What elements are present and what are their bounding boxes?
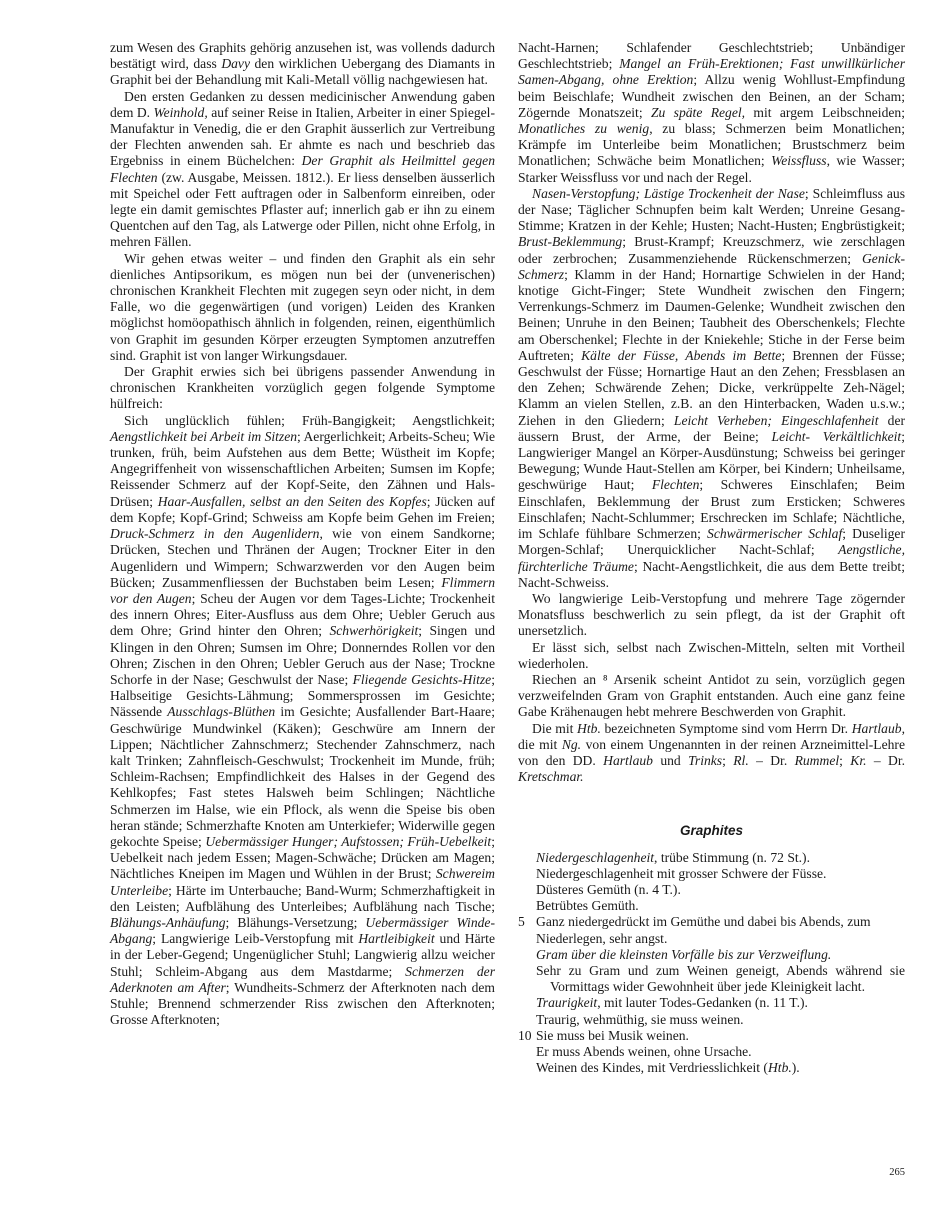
text: ; Härte im Unterbauche; Band-Wurm; Schmerzhaftigkeit in den Leisten; Aufblähung des Unterleibes; Aufblähung nach Tische; (110, 882, 495, 914)
section-title: Graphites (679, 823, 744, 839)
left-column (110, 40, 495, 1028)
italic-text: Ng. (561, 736, 582, 752)
text: und (652, 752, 689, 768)
paragraph: Riechen an ⁸ Arsenik scheint Antidot zu sein, vorzüglich gegen verzweifelnden Gram von Graphit entstanden. Auch eine ganz feine Gabe Krähenaugen hebt mehrere Beschwerden von Graphit. (518, 671, 905, 720)
text: von einem Ungenannten in der reinen Arzneimittel-Lehre von den DD. (518, 736, 905, 768)
text: ; Brust-Krampf; Kreuzschmerz, wie zerschlagen oder zerbrochen; Zusammenziehende Rückenschmerzen; (518, 234, 905, 266)
text: Er muss Abends weinen, ohne Ursache. (536, 1043, 752, 1059)
text: ; Langwierige Leib-Verstopfung mit (152, 931, 359, 947)
line-number: 10 (518, 1027, 532, 1043)
paragraph: Wo langwierige Leib-Verstopfung und mehrere Tage zögernder Monatsfluss beschwerlich zu sein pflegt, da ist der Graphit oft unersetzlich. (518, 590, 905, 639)
italic-text: Kretschmar. (518, 769, 584, 785)
text: Die mit (532, 720, 578, 736)
text: ; Klamm in der Hand; Hornartige Schwielen in der Hand; knotige Gicht-Finger; Stete Wundheit zwischen den Fingern; Verrenkungs-Schmerz im Daumen-Gelenke; Wundheit zwischen den Beinen; Unruhe in den Beinen; Taubheit des Oberschenkels; Flechte am Oberschenkel; Flechte in der Kniekehle; Stiche in der Ferse beim Auftreten; (518, 266, 905, 363)
text: ; Uebelkeit nach jedem Essen; Magen-Schwäche; Drücken am Magen; Nächtliches Kneipen im Magen und Wühlen in der Brust; (110, 833, 495, 882)
italic-text: Uebermässiger Winde-Abgang (110, 914, 495, 947)
text: , zu blass; Schmerzen beim Monatlichen; Krämpfe im Unterleibe beim Monatlichen; Brustschmerz beim Monatlichen; Schwäche beim Monatlichen; (518, 121, 905, 169)
text: ; (722, 752, 734, 768)
text: Sie muss bei Musik weinen. (536, 1027, 689, 1043)
symptom-paragraph (110, 413, 495, 1029)
text: ; Schweres Einschlafen; Beim Einschlafen, Beklemmung der Brust zum Ersticken; Schweres Einschlafen; Nacht-Schlummer; Erschrecken im Schlafe; Nächtliche, im Schlafe fühlbare Schmerzen; (518, 477, 905, 542)
italic-text: Aengstliche, fürchterliche Träume (518, 542, 905, 574)
paragraph: Der Graphit erwies sich bei übrigens passender Anwendung in chronischen Krankheiten vorzüglich gegen folgende Symptome hülfreich: (110, 364, 495, 412)
source-note-paragraph (518, 721, 905, 786)
italic-text: Trinks (688, 752, 723, 768)
text: ; Singen und Klingen in den Ohren; Sumsen im Ohre; Donnerndes Rollen vor den Ohren; Zischen in den Ohren; Uebler Geruch aus der Nase; Trockne Schorfe in der Nase; Geschwulst der Nase; (110, 623, 495, 687)
text: im Gesichte; Ausfallender Bart-Haare; Geschwürige Mundwinkel (Käken); Geschwüre am Innern der Lippen; Nächtlicher Zahnschmerz; Stechender Zahnschmerz, nach kalt Trinken; Zahnfleisch-Geschwulst; Trockenheit im Munde, früh; Schleim-Rachsen; Empfindlichkeit des Halses in der Gegend des Kehlkopfes; Fast stetes Halsweh beim Schlingen; Nächtliche Schmerzen im Halse, wie ein Pflock, als wenn die Speise bis oben heran stände; Schmerzhafte Knoten am Unterkiefer; Widerwille gegen gekochte Speise; (110, 704, 495, 849)
text: mit argem Leibschneiden; (745, 104, 905, 120)
text: ; Langwieriger Mangel an Körper-Ausdünstung; Schweiss bei geringer Bewegung; Wunde Haut-Stellen am Körper, bei Kindern; Unheilsame, geschwürige Haut; (518, 428, 905, 493)
symptom-entry (518, 963, 905, 995)
text: – Dr. (748, 752, 795, 768)
italic-text: Niedergeschlagenheit (536, 849, 655, 865)
text: , trübe Stimmung (n. 72 St.). (654, 849, 810, 865)
text: ). (791, 1060, 800, 1076)
italic-text: Kr. (850, 752, 867, 768)
italic-text: Htb. (577, 720, 601, 736)
text: ; Blähungs-Versetzung; (225, 914, 366, 930)
italic-text: Genick-Schmerz (518, 250, 905, 282)
text: ; Allzu wenig Wohllust-Empfindung beim Beischlafe; Wundheit zwischen den Beinen, an der Scham; Zögernde Monatszeit; (518, 72, 906, 120)
italic-text: Blähungs-Anhäufung (110, 914, 226, 930)
symptom-entry (518, 850, 905, 866)
line-number: 5 (518, 914, 525, 930)
text: ; Duseliger Morgen-Schlaf; Unerquicklicher Nacht-Schlaf; (518, 526, 905, 558)
text: Sehr zu Gram und zum Weinen geneigt, Abends während sie Vormittags wider Gewohnheit über jede Kleinigkeit lacht. (536, 962, 905, 995)
symptom-entry (518, 995, 905, 1011)
paragraph: Er lässt sich, selbst nach Zwischen-Mitteln, selten mit Vortheil wiederholen. (518, 639, 905, 671)
symptom-entry (518, 1044, 905, 1060)
text: , mit lauter Todes-Gedanken (n. 11 T.). (597, 995, 808, 1011)
paragraph: zum Wesen des Graphits gehörig anzusehen ist, was vollends dadurch bestätigt wird, dass Davy den wirklichen Uebergang des Diamants in Graphit bei der Behandlung mit Kali-Metall völlig nachgewiesen hat. (110, 40, 495, 88)
text: Nacht-Harnen; Schlafender Geschlechtstrieb; Unbändiger Geschlechtstrieb; (518, 40, 905, 72)
italic-text: Leicht Verheben; Eingeschlafenheit (673, 412, 879, 428)
italic-text: Weissfluss (771, 153, 827, 169)
italic-text: Brust-Beklemmung (518, 234, 623, 250)
italic-text: Gram über die kleinsten Vorfälle bis zur Verzweiflung. (536, 946, 832, 962)
italic-text: Traurigkeit (536, 995, 598, 1011)
text: Niedergeschlagenheit mit grosser Schwere der Füsse. (536, 865, 827, 881)
italic-text: Haar-Ausfallen, selbst an den Seiten des Kopfes (157, 493, 427, 509)
italic-text: Hartlaub (603, 752, 653, 768)
paragraph: Wir gehen etwas weiter – und finden den Graphit als ein sehr dienliches Antipsorikum, es mögen nun bei der (unvenerischen) chronischen Krankheit Flechten mit zugegen seyn oder nicht, in dem Falle, wo die gegenwärtigen (und vorigen) Leiden des Kranken möglichst homöopathisch ähnlich in folgenden, reinen, eigenthümlich von Graphit im gesunden Körper erzeugten Symptomen anzutreffen sind. Graphit ist von langer Wirkungsdauer. (110, 250, 495, 363)
text: ; Wundheits-Schmerz der Afterknoten nach dem Stuhle; Brennend schmerzender Riss zwischen den Afterknoten; Grosse Afterknoten; (110, 979, 495, 1028)
symptom-entry (518, 1012, 905, 1028)
paragraph: Den ersten Gedanken zu dessen medicinischer Anwendung gaben dem D. Weinhold, auf seiner Reise in Italien, Arbeiter in einer Spiegel-Manufaktur in Venedig, die er den Graphit äusserlich zur Vertreibung der Flechten anwenden sah. Er ahmte es nach und beschrieb das Ergebniss in einem Büchelchen: Der Graphit als Heilmittel gegen Flechten (zw. Ausgabe, Meissen. 1812.). Er liess denselben äusserlich mit Speichel oder Fett auftragen oder in Salbenform einreiben, oder legte ein damit gemischtes Pflaster auf; innerlich gab er ihn zu einem Quentchen auf den Tag, als Latwerge oder Pillen, nicht ohne Erfolg, in mehren Fällen. (110, 88, 495, 250)
text: ; Nacht-Aengstlichkeit, die aus dem Bette treibt; Nacht-Schweiss. (518, 558, 905, 590)
italic-text: Schmerzen der Aderknoten am After (110, 963, 495, 995)
symptom-entry (518, 882, 905, 898)
text: , wie von einem Sandkorne; Drücken, Stechen und Thränen der Augen; Trockner Eiter in den Augenlidern und Wimpern; Schwarzwerden vor den Augen beim Bücken; Zusammenfliessen der Buchstaben beim Lesen; (110, 526, 496, 590)
italic-text: Htb. (767, 1060, 792, 1076)
symptom-paragraph (518, 40, 905, 186)
text: Düsteres Gemüth (n. 4 T.). (536, 881, 681, 897)
italic-text: Schwereim Unterleibe (110, 866, 495, 898)
italic-text: Druck-Schmerz in den Augenlidern (110, 526, 320, 542)
italic-text: Aengstlichkeit bei Arbeit im Sitzen (110, 428, 298, 444)
text: Sich unglücklich fühlen; Früh-Bangigkeit; Aengstlichkeit; (124, 412, 495, 428)
italic-text: Zu späte Regel, (650, 104, 746, 120)
italic-text: Flimmern vor den Augen (110, 574, 495, 606)
italic-text: Fliegende Gesichts-Hitze (352, 671, 492, 687)
italic-text: Mangel an Früh-Erektionen; Fast unwillkürlicher Samen-Abgang, ohne Erektion (518, 56, 906, 88)
text: – Dr. (866, 752, 906, 768)
text: Traurig, wehmüthig, sie muss weinen. (536, 1011, 744, 1027)
italic-text: Schwärmerischer Schlaf (707, 526, 843, 542)
symptom-entry (518, 1028, 905, 1044)
italic-text: Kälte der Füsse, Abends im Bette (581, 347, 782, 363)
symptom-entry (518, 866, 905, 882)
symptom-entry (518, 1060, 905, 1076)
page-number: 265 (889, 1167, 905, 1178)
text: ; Halbseitige Gesichts-Lähmung; Sommersprossen im Gesichte; Nässende (110, 671, 495, 720)
text: Weinen des Kindes, mit Verdriesslichkeit ( (536, 1060, 768, 1076)
text: Ganz niedergedrückt im Gemüthe und dabei bis Abends, zum Niederlegen, sehr angst. (536, 914, 871, 946)
text: und Härte in der Leber-Gegend; Ungenüglicher Stuhl; Langwierig allzu weicher Stuhl; Schleim-Abgang aus dem Mastdarme; (110, 931, 495, 979)
text: ; (839, 752, 851, 768)
italic-text: Schwerhörigkeit (329, 623, 419, 639)
italic-text: Rl. (733, 752, 749, 768)
text: , wie Wasser; Starker Weissfluss vor und nach der Regel. (518, 153, 905, 185)
italic-text: Monatliches zu wenig (518, 121, 650, 137)
text: der äussern Brust, der Arme, der Beine; (518, 412, 906, 444)
italic-text: Uebermässiger Hunger; Aufstossen; Früh-Uebelkeit (205, 833, 492, 849)
italic-text: Rummel (794, 752, 840, 768)
italic-text: Flechten (651, 477, 700, 493)
italic-text: Leicht- Verkältlichkeit (771, 428, 902, 444)
text: ; Scheu der Augen vor dem Tages-Lichte; Trockenheit des innern Ohres; Eiter-Ausfluss aus dem Ohre; Uebler Geruch aus dem Ohre; Grind hinter den Ohren; (110, 590, 495, 639)
text: bezeichneten Symptome sind vom Herrn Dr. (600, 720, 852, 736)
symptom-entry-list (518, 850, 905, 1077)
text: Betrübtes Gemüth. (536, 898, 639, 914)
text: , die mit (518, 720, 905, 752)
italic-text: Ausschlags-Blüthen (167, 704, 276, 720)
italic-text: Nasen-Verstopfung; Lästige Trockenheit der Nase (532, 185, 805, 201)
symptom-entry (518, 947, 905, 963)
symptom-entry (518, 914, 905, 946)
text: ; Jücken auf dem Kopfe; Kopf-Grind; Schweiss am Kopfe beim Gehen im Freien; (110, 493, 496, 525)
symptom-entry (518, 898, 905, 914)
text: ; Aergerlichkeit; Arbeits-Scheu; Wie trunken, früh, beim Aufstehen aus dem Bette; Wüstheit im Kopfe; Angegriffenheit von wissenschaftlichen Arbeiten; Sumsen im Kopfe; Reissender Schmerz auf der Kopf-Seite, den Zähnen und Hals-Drüsen; (110, 428, 495, 509)
italic-text: Hartlaub (851, 720, 902, 736)
italic-text: Hartleibigkeit (358, 931, 435, 947)
right-column (518, 40, 905, 1076)
symptom-paragraph (518, 186, 905, 591)
text: ; Schleimfluss aus der Nase; Täglicher Schnupfen beim kalt Werden; Unreine Gesang-Stimme; Kratzen in der Kehle; Husten; Nacht-Husten; Engbrüstigkeit; (518, 185, 905, 234)
text: ; Brennen der Füsse; Geschwulst der Füsse; Hornartige Haut an den Zehen; Fressblasen an den Zehen; Schwärende Zehen; Dicke, verkrüppelte Zeh-Nägel; Klamm an vielen Stellen, z.B. an den Hinterbacken, Waden u.s.w.; Ziehen in den Gliedern; (518, 347, 905, 428)
